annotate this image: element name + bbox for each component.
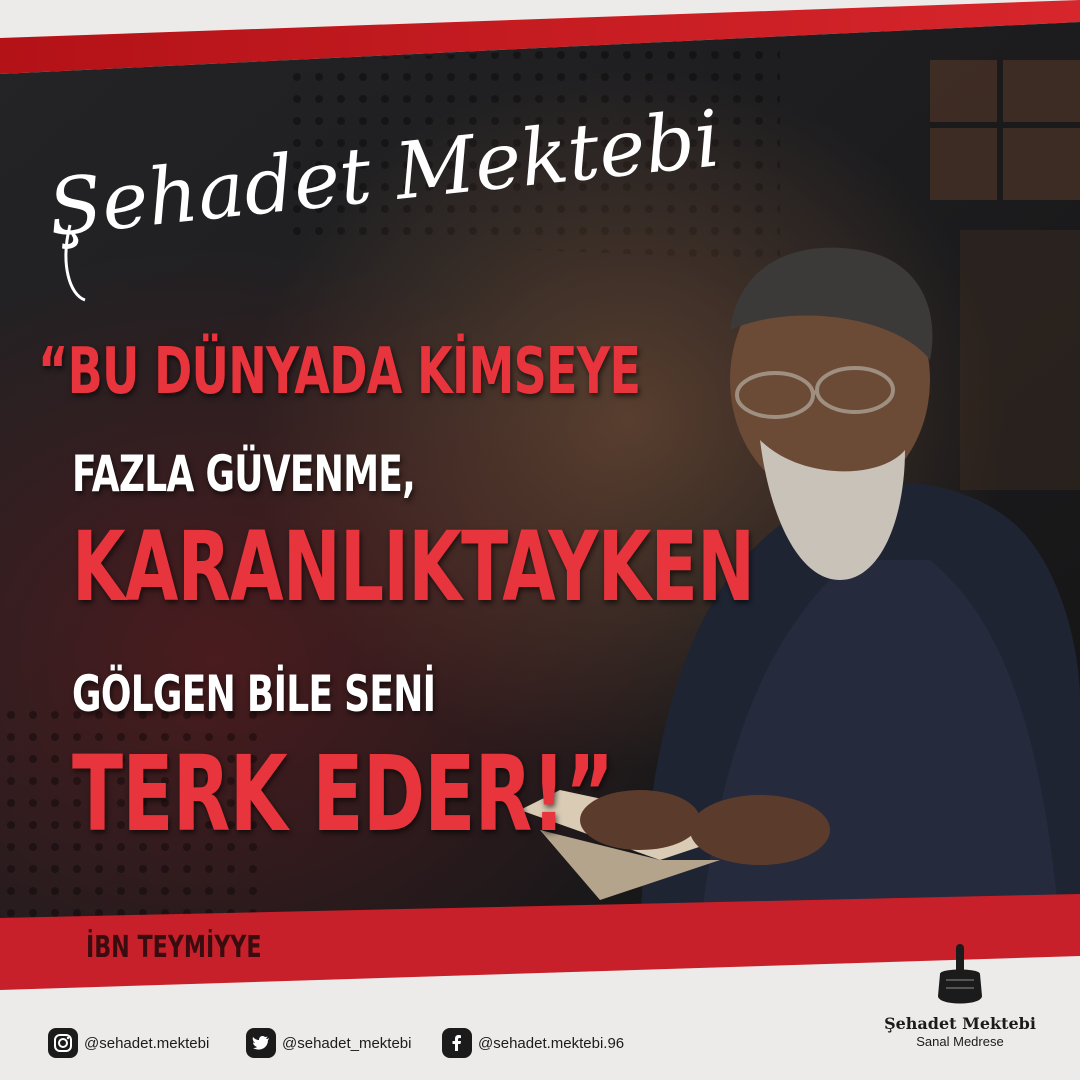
facebook-icon: [442, 1028, 472, 1058]
facebook-link[interactable]: [442, 1028, 624, 1058]
instagram-link[interactable]: [48, 1028, 209, 1058]
raised-finger-icon: [880, 940, 1040, 1014]
twitter-icon: [246, 1028, 276, 1058]
author-name: İBN TEYMİYYE: [86, 930, 262, 965]
brand-name: Şehadet Mektebi: [884, 1014, 1036, 1033]
instagram-handle: @sehadet.mektebi: [84, 1034, 210, 1052]
svg-text:Şehadet Mektebi: Şehadet Mektebi: [44, 94, 725, 255]
script-title-logo: [40, 94, 725, 305]
quote-line-3: KARANLIKTAYKEN: [72, 511, 755, 623]
quote-line-1: “BU DÜNYADA KİMSEYE: [38, 335, 641, 409]
twitter-link[interactable]: [246, 1028, 411, 1058]
quote-line-5: TERK EDER!”: [72, 733, 614, 855]
quote-line-4: GÖLGEN BİLE SENİ: [72, 665, 436, 723]
brand-subtitle: Sanal Medrese: [916, 1034, 1004, 1049]
instagram-icon: [48, 1028, 78, 1058]
twitter-handle: @sehadet_mektebi: [282, 1034, 412, 1052]
quote-line-2: FAZLA GÜVENME,: [72, 445, 416, 503]
facebook-handle: @sehadet.mektebi.96: [478, 1034, 625, 1052]
brand-logo: [880, 940, 1040, 1060]
